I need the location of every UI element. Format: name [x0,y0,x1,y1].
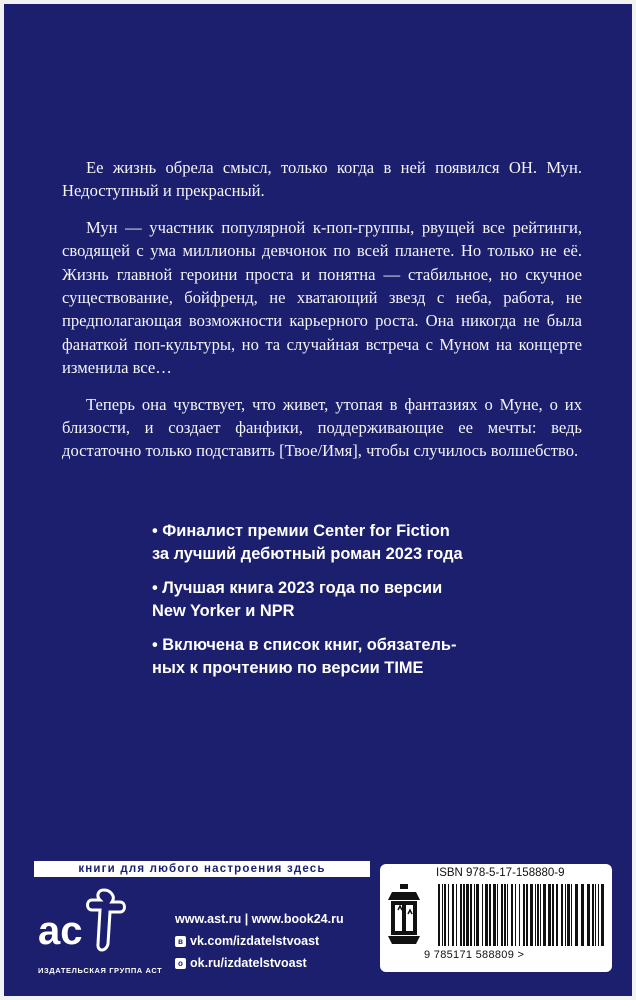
publisher-name: ИЗДАТЕЛЬСКАЯ ГРУППА АСТ [38,966,163,975]
websites-row [175,908,344,930]
vk-row [175,930,344,952]
ok-link[interactable]: ok.ru/izdatelstvoast [190,956,307,970]
barcode-digits: 9 785171 588809 > [424,949,525,961]
description-paragraph-2: Мун — участник популярной к-поп-группы, рвущей все рейтинги, сводящей с ума миллионы девчонок по всей планете. Но только не её. Жизнь главной героини проста и понятна — стабильное, но скучное существование, бойфренд, не хватающий звезд с неба, работа, не предполагающая возможности карьерного роста. Она никогда не была фанаткой поп-культуры, но та случайная встреча с Муном на концерте изменила все… [62,217,582,378]
description-paragraph-1: Ее жизнь обрела смысл, только когда в ней появился ОН. Мун. Недоступный и прекрасный. [62,158,582,201]
award-line: • Лучшая книга 2023 года по версии [152,579,443,597]
vk-icon: в [175,936,186,947]
logo-letters: ac [38,909,83,953]
awards-list [152,520,512,691]
book-back-cover [4,4,632,996]
award-line: за лучший дебютный роман 2023 года [152,545,463,563]
ast-logo [34,886,154,976]
websites-link[interactable]: www.ast.ru | www.book24.ru [175,912,344,926]
ok-icon: о [175,958,186,969]
barcode-panel [380,864,612,972]
award-item [152,634,512,680]
award-line: New Yorker и NPR [152,602,295,620]
tagline-banner: книги для любого настроения здесь [34,861,370,877]
barcode-icon [436,884,606,950]
ast-logo-icon [34,886,154,966]
isbn-label: ISBN 978-5-17-158880-9 [436,867,565,879]
ok-row [175,952,344,974]
award-item [152,577,512,623]
publisher-links [175,908,344,974]
vk-link[interactable]: vk.com/izdatelstvoast [190,934,320,948]
lantern-icon [386,884,422,946]
description-paragraph-3: Теперь она чувствует, что живет, утопая в фантазиях о Муне, о их близости, и создает фанфики, поддерживающие ее мечты: ведь достаточно только подставить [Твое/Имя], чтобы случилось волшебство. [62,394,582,461]
book-description [62,156,582,476]
award-line: • Финалист премии Center for Fiction [152,522,450,540]
award-item [152,520,512,566]
award-line: ных к прочтению по версии TIME [152,659,424,677]
award-line: • Включена в список книг, обязатель- [152,636,457,654]
